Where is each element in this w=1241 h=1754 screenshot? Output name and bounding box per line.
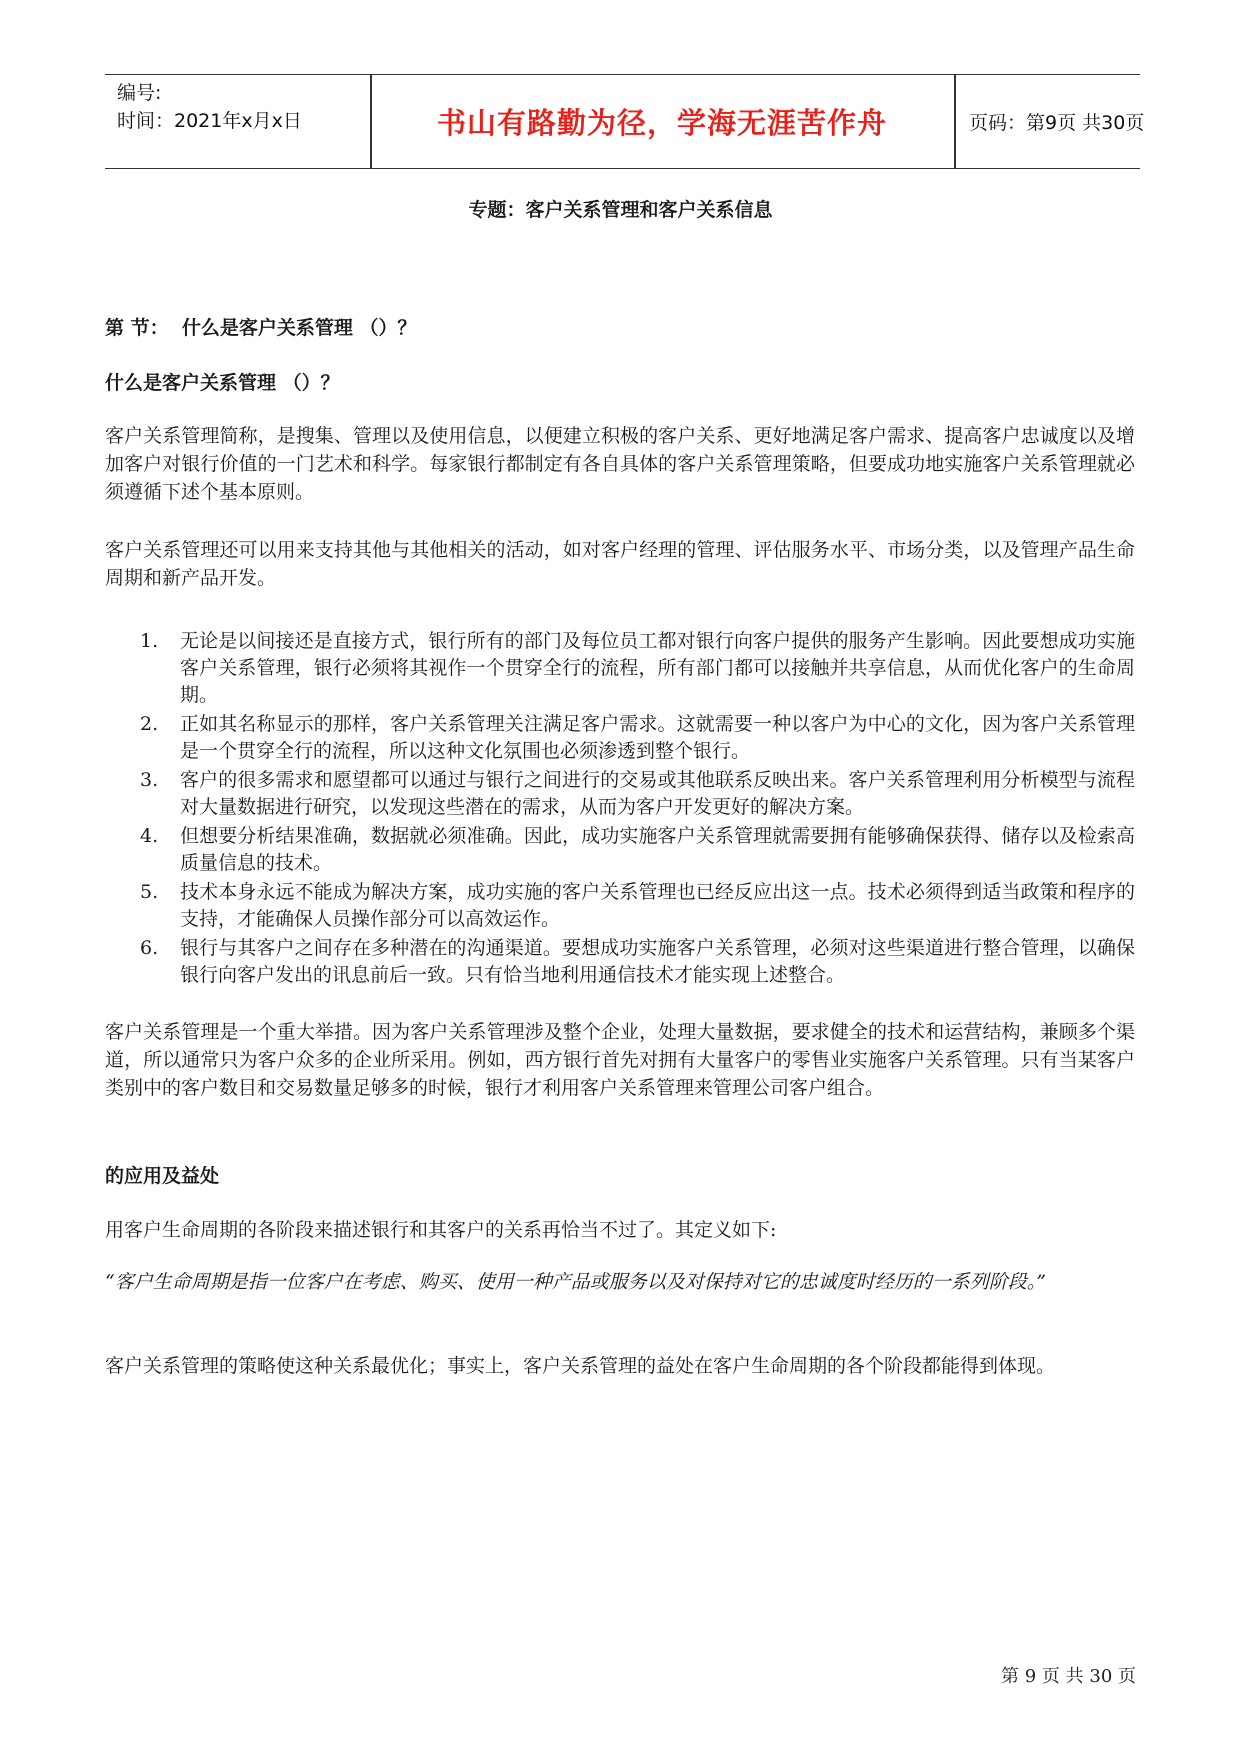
list-number: 1.	[140, 630, 159, 652]
paragraph: 客户关系管理的策略使这种关系最优化；事实上，客户关系管理的益处在客户生命周期的各个阶段都能得到体现。	[105, 1355, 1056, 1377]
list-number: 6.	[140, 937, 159, 959]
list-number: 3.	[140, 769, 159, 791]
list-text: 但想要分析结果准确，数据就必须准确。因此，成功实施客户关系管理就需要拥有能够确保获得、储存以及检索高质量信息的技术。	[180, 825, 1135, 874]
list-text: 正如其名称显示的那样，客户关系管理关注满足客户需求。这就需要一种以客户为中心的文化，因为客户关系管理是一个贯穿全行的流程，所以这种文化氛围也必须渗透到整个银行。	[180, 713, 1135, 762]
list-item	[140, 879, 1135, 933]
header-motto: 书山有路勤为径，学海无涯苦作舟	[436, 106, 887, 140]
definition-quote: “客户生命周期是指一位客户在考虑、购买、使用一种产品或服务以及对保持对它的忠诚度时经历的一系列阶段。”	[105, 1271, 1046, 1293]
list-item	[140, 711, 1135, 765]
list-number: 5.	[140, 881, 159, 903]
list-number: 2.	[140, 713, 159, 735]
list-item	[140, 628, 1135, 709]
serial-label: 编号:	[117, 82, 162, 104]
time-label: 时间：2021年x月x日	[117, 110, 302, 132]
section-heading: 的应用及益处	[105, 1165, 220, 1187]
header-divider	[954, 75, 956, 168]
subsection-heading: 什么是客户关系管理 （）？	[105, 372, 340, 394]
paragraph: 客户关系管理是一个重大举措。因为客户关系管理涉及整个企业，处理大量数据，要求健全的技术和运营结构，兼顾多个渠道，所以通常只为客户众多的企业所采用。例如，西方银行首先对拥有大量客户的零售业实施客户关系管理。只有当某客户类别中的客户数目和交易数量足够多的时候，银行才利用客户关系管理来管理公司客户组合。	[105, 1021, 1135, 1099]
list-text: 银行与其客户之间存在多种潜在的沟通渠道。要想成功实施客户关系管理，必须对这些渠道进行整合管理，以确保银行向客户发出的讯息前后一致。只有恰当地利用通信技术才能实现上述整合。	[180, 937, 1135, 986]
page-footer: 第 9 页 共 30 页	[1001, 1666, 1136, 1687]
list-item	[140, 767, 1135, 821]
header-meta	[117, 79, 302, 135]
header-divider	[370, 75, 372, 168]
paragraph: 用客户生命周期的各阶段来描述银行和其客户的关系再恰当不过了。其定义如下:	[105, 1219, 777, 1241]
list-text: 技术本身永远不能成为解决方案，成功实施的客户关系管理也已经反应出这一点。技术必须得到适当政策和程序的支持，才能确保人员操作部分可以高效运作。	[180, 881, 1135, 930]
list-text: 客户的很多需求和愿望都可以通过与银行之间进行的交易或其他联系反映出来。客户关系管理利用分析模型与流程对大量数据进行研究，以发现这些潜在的需求，从而为客户开发更好的解决方案。	[180, 769, 1135, 818]
paragraph: 客户关系管理简称，是搜集、管理以及使用信息，以便建立积极的客户关系、更好地满足客户需求、提高客户忠诚度以及增加客户对银行价值的一门艺术和科学。每家银行都制定有各自具体的客户关系管理策略，但要成功地实施客户关系管理就必须遵循下述个基本原则。	[105, 425, 1135, 503]
list-item	[140, 935, 1135, 989]
list-item	[140, 823, 1135, 877]
list-number: 4.	[140, 825, 159, 847]
page-header	[105, 74, 1145, 169]
section-heading: 第 节： 什么是客户关系管理 （）？	[105, 317, 417, 339]
header-page-info: 页码：第9页 共30页	[969, 112, 1145, 134]
document-title: 专题：客户关系管理和客户关系信息	[468, 199, 773, 221]
principles-list	[140, 628, 1135, 991]
list-text: 无论是以间接还是直接方式，银行所有的部门及每位员工都对银行向客户提供的服务产生影响。因此要想成功实施客户关系管理，银行必须将其视作一个贯穿全行的流程，所有部门都可以接触并共享信息，从而优化客户的生命周期。	[180, 630, 1135, 706]
paragraph: 客户关系管理还可以用来支持其他与其他相关的活动，如对客户经理的管理、评估服务水平、市场分类，以及管理产品生命周期和新产品开发。	[105, 539, 1135, 589]
